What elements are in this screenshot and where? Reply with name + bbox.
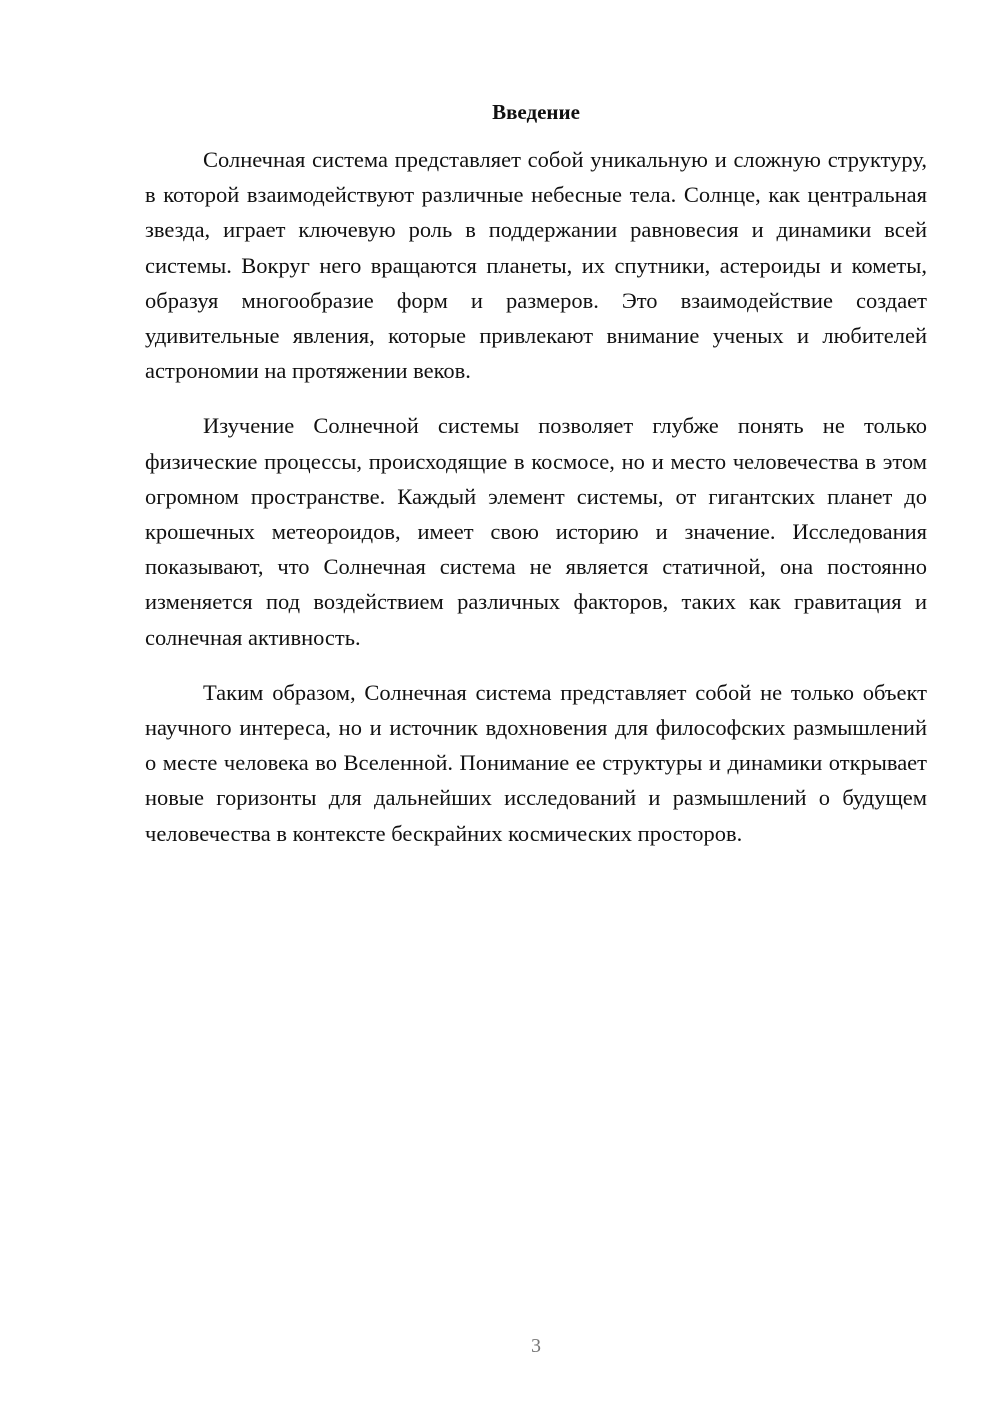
paragraph-2: Изучение Солнечной системы позволяет глубже понять не только физические процессы, происходящие в космосе, но и место человечества в этом огромном пространстве. Каждый элемент системы, от гигантских планет до крошечных метеороидов, имеет свою историю и значение. Исследования показывают, что Солнечная система не является статичной, она постоянно изменяется под воздействием различных факторов, таких как гравитация и солнечная активность. <box>145 413 927 650</box>
paragraph-1: Солнечная система представляет собой уникальную и сложную структуру, в которой взаимодействуют различные небесные тела. Солнце, как центральная звезда, играет ключевую роль в поддержании равновесия и динамики всей системы. Вокруг него вращаются планеты, их спутники, астероиды и кометы, образуя многообразие форм и размеров. Это взаимодействие создает удивительные явления, которые привлекают внимание ученых и любителей астрономии на протяжении веков. <box>145 147 927 384</box>
paragraph-3: Таким образом, Солнечная система представляет собой не только объект научного интереса, но и источник вдохновения для философских размышлений о месте человека во Вселенной. Понимание ее структуры и динамики открывает новые горизонты для дальнейших исследований и размышлений о будущем человечества в контексте бескрайних космических просторов. <box>145 679 927 846</box>
body-text <box>145 142 927 871</box>
page-number: 3 <box>531 1335 541 1357</box>
page-title: Введение <box>492 100 580 124</box>
